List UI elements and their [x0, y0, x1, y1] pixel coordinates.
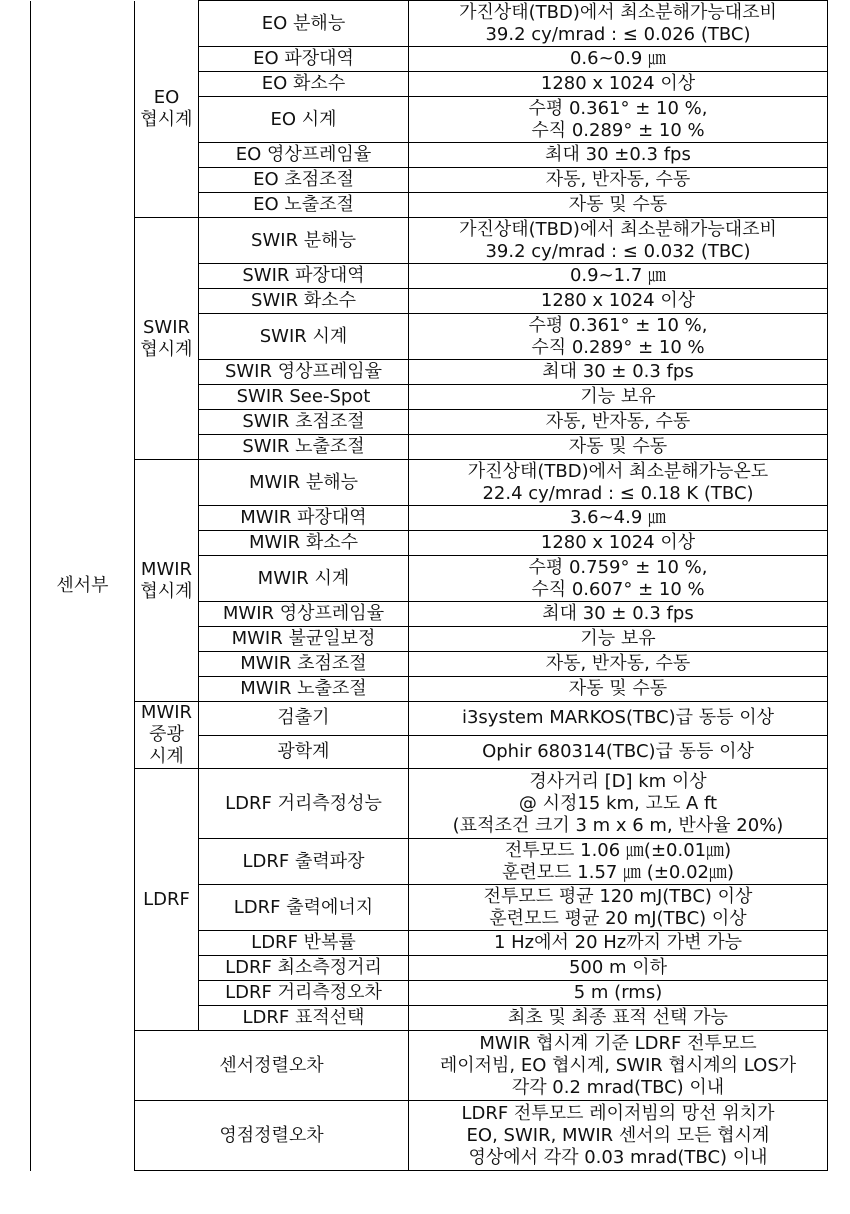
value-cell: 수평 0.759° ± 10 %, 수직 0.607° ± 10 % — [409, 556, 828, 602]
item-cell: MWIR 분해능 — [199, 460, 409, 506]
item-cell: LDRF 출력에너지 — [199, 885, 409, 931]
value-cell: 전투모드 평균 120 mJ(TBC) 이상 훈련모드 평균 20 mJ(TBC) 이상 — [409, 885, 828, 931]
group-label-mwir-mid: MWIR 중광 시계 — [135, 702, 199, 769]
item-cell: MWIR 화소수 — [199, 531, 409, 556]
item-cell: EO 초점조절 — [199, 168, 409, 193]
value-cell: 1280 x 1024 이상 — [409, 72, 828, 97]
value-cell: 5 m (rms) — [409, 981, 828, 1006]
value-cell: LDRF 전투모드 레이저빔의 망선 위치가 EO, SWIR, MWIR 센서의 모든 협시계 영상에서 각각 0.03 mrad(TBC) 이내 — [409, 1101, 828, 1171]
item-cell: MWIR 불균일보정 — [199, 627, 409, 652]
item-cell: MWIR 시계 — [199, 556, 409, 602]
item-cell: SWIR 파장대역 — [199, 264, 409, 289]
value-cell: 가진상태(TBD)에서 최소분해가능대조비 39.2 cy/mrad : ≤ 0.032 (TBC) — [409, 218, 828, 264]
table-row — [31, 460, 828, 506]
item-cell: MWIR 파장대역 — [199, 506, 409, 531]
item-cell: LDRF 출력파장 — [199, 839, 409, 885]
value-cell: 경사거리 [D] km 이상 @ 시정15 km, 고도 A ft (표적조건 크기 3 m x 6 m, 반사율 20%) — [409, 769, 828, 839]
value-cell: 0.6~0.9 ㎛ — [409, 47, 828, 72]
item-cell: EO 노출조절 — [199, 193, 409, 218]
item-cell: LDRF 거리측정오차 — [199, 981, 409, 1006]
item-cell: MWIR 노출조절 — [199, 677, 409, 702]
table-row — [31, 1, 828, 47]
spec-table — [30, 0, 828, 1171]
value-cell: 최대 30 ± 0.3 fps — [409, 602, 828, 627]
value-cell: 최초 및 최종 표적 선택 가능 — [409, 1006, 828, 1031]
item-cell: EO 분해능 — [199, 1, 409, 47]
value-cell: 500 m 이하 — [409, 956, 828, 981]
value-cell: 3.6~4.9 ㎛ — [409, 506, 828, 531]
value-cell: 1280 x 1024 이상 — [409, 289, 828, 314]
value-cell: 수평 0.361° ± 10 %, 수직 0.289° ± 10 % — [409, 97, 828, 143]
item-cell: LDRF 반복률 — [199, 931, 409, 956]
value-cell: 자동 및 수동 — [409, 677, 828, 702]
item-cell: 광학계 — [199, 735, 409, 769]
value-cell: 기능 보유 — [409, 627, 828, 652]
item-cell: SWIR 분해능 — [199, 218, 409, 264]
item-cell: SWIR 노출조절 — [199, 435, 409, 460]
value-cell: 최대 30 ± 0.3 fps — [409, 360, 828, 385]
item-cell: EO 파장대역 — [199, 47, 409, 72]
item-cell: SWIR 초점조절 — [199, 410, 409, 435]
item-cell: EO 시계 — [199, 97, 409, 143]
value-cell: 가진상태(TBD)에서 최소분해가능온도 22.4 cy/mrad : ≤ 0.18 K (TBC) — [409, 460, 828, 506]
table-row — [31, 1031, 828, 1101]
merged-item-cell: 영점정렬오차 — [135, 1101, 409, 1171]
item-cell: SWIR 화소수 — [199, 289, 409, 314]
value-cell: 수평 0.361° ± 10 %, 수직 0.289° ± 10 % — [409, 314, 828, 360]
table-row — [31, 769, 828, 839]
table-row — [31, 702, 828, 736]
value-cell: 전투모드 1.06 ㎛(±0.01㎛) 훈련모드 1.57 ㎛ (±0.02㎛) — [409, 839, 828, 885]
item-cell: LDRF 표적선택 — [199, 1006, 409, 1031]
item-cell: MWIR 초점조절 — [199, 652, 409, 677]
value-cell: MWIR 협시계 기준 LDRF 전투모드 레이저빔, EO 협시계, SWIR 협시계의 LOS가 각각 0.2 mrad(TBC) 이내 — [409, 1031, 828, 1101]
item-cell: 검출기 — [199, 702, 409, 736]
table-row — [31, 218, 828, 264]
value-cell: 자동, 반자동, 수동 — [409, 168, 828, 193]
value-cell: 1280 x 1024 이상 — [409, 531, 828, 556]
value-cell: 자동 및 수동 — [409, 193, 828, 218]
item-cell: SWIR 시계 — [199, 314, 409, 360]
value-cell: Ophir 680314(TBC)급 동등 이상 — [409, 735, 828, 769]
section-label: 센서부 — [31, 1, 135, 1171]
value-cell: i3system MARKOS(TBC)급 동등 이상 — [409, 702, 828, 736]
item-cell: EO 영상프레임율 — [199, 143, 409, 168]
item-cell: SWIR 영상프레임율 — [199, 360, 409, 385]
value-cell: 1 Hz에서 20 Hz까지 가변 가능 — [409, 931, 828, 956]
group-label-ldrf: LDRF — [135, 769, 199, 1031]
item-cell: EO 화소수 — [199, 72, 409, 97]
table-row — [31, 1101, 828, 1171]
group-label-mwir: MWIR 협시계 — [135, 460, 199, 702]
value-cell: 자동 및 수동 — [409, 435, 828, 460]
item-cell: SWIR See-Spot — [199, 385, 409, 410]
group-label-swir: SWIR 협시계 — [135, 218, 199, 460]
value-cell: 0.9~1.7 ㎛ — [409, 264, 828, 289]
merged-item-cell: 센서정렬오차 — [135, 1031, 409, 1101]
group-label-eo: EO 협시계 — [135, 1, 199, 218]
item-cell: LDRF 거리측정성능 — [199, 769, 409, 839]
value-cell: 가진상태(TBD)에서 최소분해가능대조비 39.2 cy/mrad : ≤ 0.026 (TBC) — [409, 1, 828, 47]
item-cell: LDRF 최소측정거리 — [199, 956, 409, 981]
value-cell: 최대 30 ±0.3 fps — [409, 143, 828, 168]
value-cell: 자동, 반자동, 수동 — [409, 652, 828, 677]
item-cell: MWIR 영상프레임율 — [199, 602, 409, 627]
value-cell: 자동, 반자동, 수동 — [409, 410, 828, 435]
value-cell: 기능 보유 — [409, 385, 828, 410]
